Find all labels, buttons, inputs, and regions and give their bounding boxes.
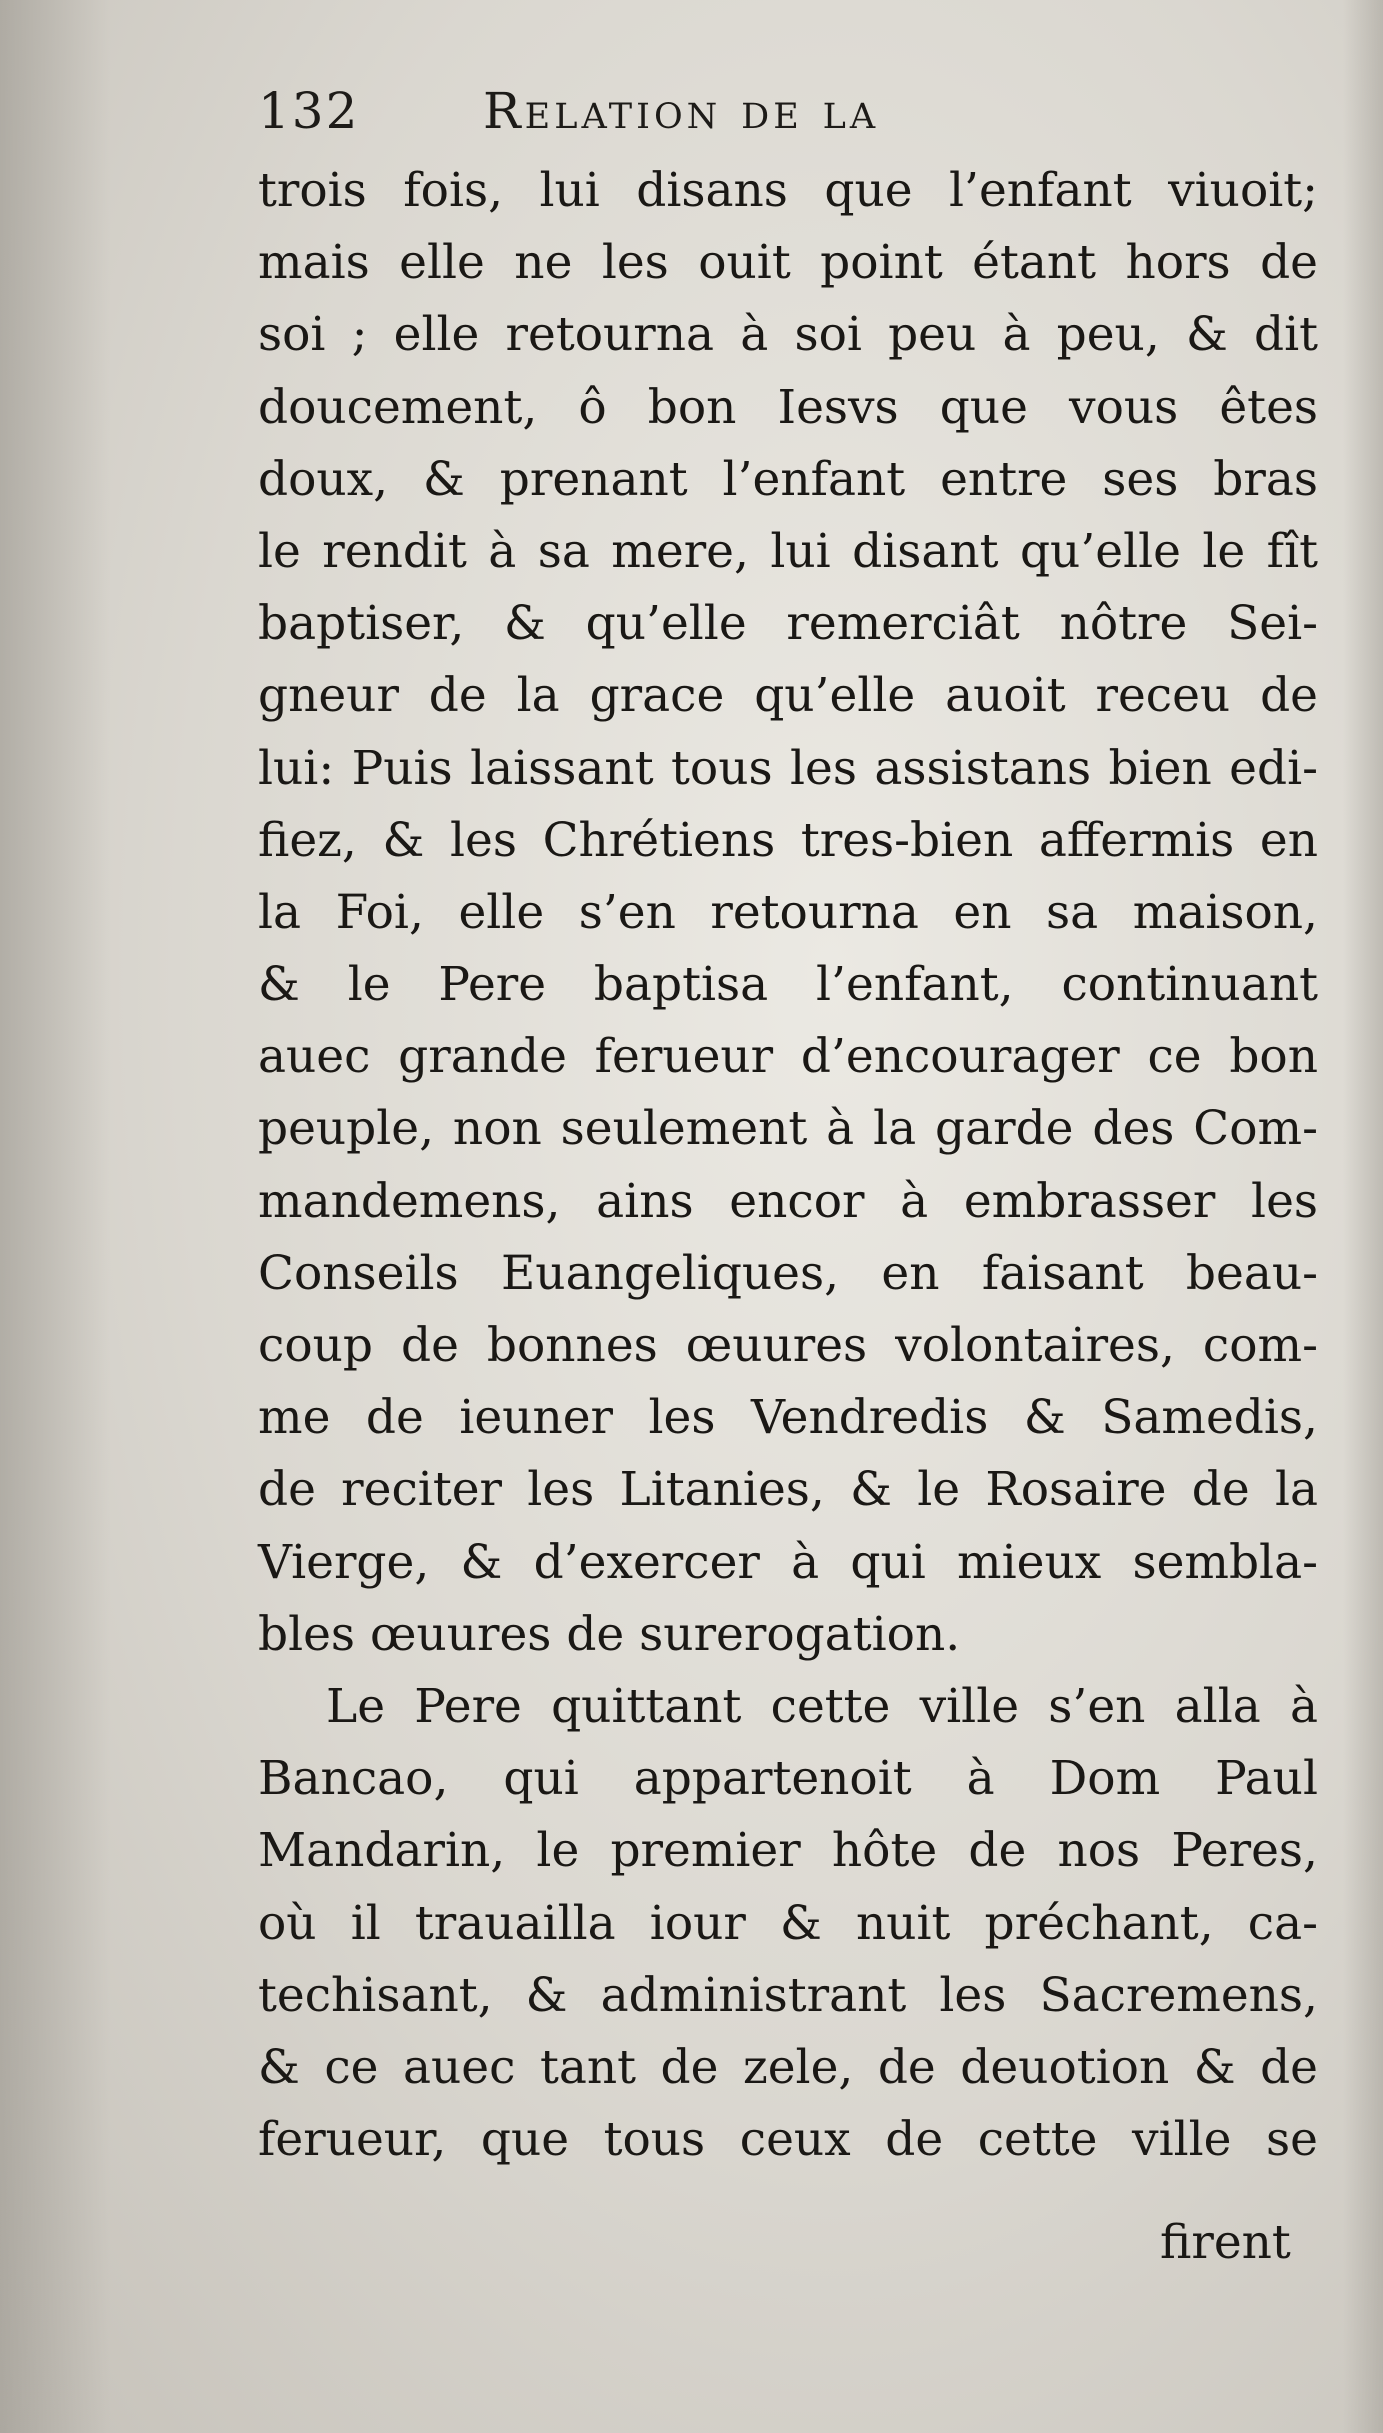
text-line: où il trauailla iour & nuit préchant, ca-: [258, 1895, 1318, 1951]
text-line: & le Pere baptisa l’enfant, continuant: [258, 957, 1318, 1013]
paragraph-end-line: bles œuures de surerogation.: [258, 1606, 961, 1662]
text-line: trois fois, lui disans que l’enfant viuoit;: [258, 163, 1318, 218]
text-line: Vierge, & d’exercer à qui mieux sembla-: [258, 1534, 1318, 1590]
gutter-shadow: [0, 0, 110, 2433]
text-line: baptiser, & qu’elle remerciât nôtre Sei-: [258, 596, 1318, 652]
text-line: doucement, ô bon Iesvs que vous êtes: [258, 379, 1318, 435]
text-line: & ce auec tant de zele, de deuotion & de: [258, 2039, 1318, 2095]
text-line: soi ; elle retourna à soi peu à peu, & dit: [258, 307, 1318, 363]
page-header: [258, 82, 1118, 152]
text-line: Conseils Euangeliques, en faisant beau-: [258, 1245, 1318, 1301]
text-line: lui: Puis laissant tous les assistans bien edi-: [258, 740, 1318, 796]
text-line: coup de bonnes œuures volontaires, com-: [258, 1318, 1318, 1373]
text-line: me de ieuner les Vendredis & Samedis,: [258, 1390, 1318, 1446]
text-line: techisant, & administrant les Sacremens,: [258, 1967, 1318, 2023]
body-text: [258, 155, 1318, 2176]
page-edge: [1343, 0, 1383, 2433]
page-number: 132: [258, 82, 360, 140]
text-line: fiez, & les Chrétiens tres-bien affermis en: [258, 812, 1318, 868]
text-line: de reciter les Litanies, & le Rosaire de la: [258, 1462, 1318, 1518]
text-line: peuple, non seulement à la garde des Com-: [258, 1101, 1318, 1157]
text-line: auec grande ferueur d’encourager ce bon: [258, 1029, 1318, 1085]
text-line: la Foi, elle s’en retourna en sa maison,: [258, 884, 1318, 940]
text-line: le rendit à sa mere, lui disant qu’elle le fît: [258, 523, 1318, 579]
paragraph-start-line: Le Pere quittant cette ville s’en alla à: [326, 1678, 1318, 1734]
text-line: mandemens, ains encor à embrasser les: [258, 1173, 1318, 1229]
text-line: doux, & prenant l’enfant entre ses bras: [258, 451, 1318, 507]
text-line: gneur de la grace qu’elle auoit receu de: [258, 668, 1318, 724]
text-line: Mandarin, le premier hôte de nos Peres,: [258, 1823, 1318, 1879]
running-title: Relation de la: [483, 82, 880, 140]
catchword: firent: [1160, 2215, 1291, 2270]
text-line: Bancao, qui appartenoit à Dom Paul: [258, 1751, 1318, 1807]
text-line: mais elle ne les ouit point étant hors de: [258, 235, 1318, 291]
text-line: ferueur, que tous ceux de cette ville se: [258, 2112, 1318, 2168]
